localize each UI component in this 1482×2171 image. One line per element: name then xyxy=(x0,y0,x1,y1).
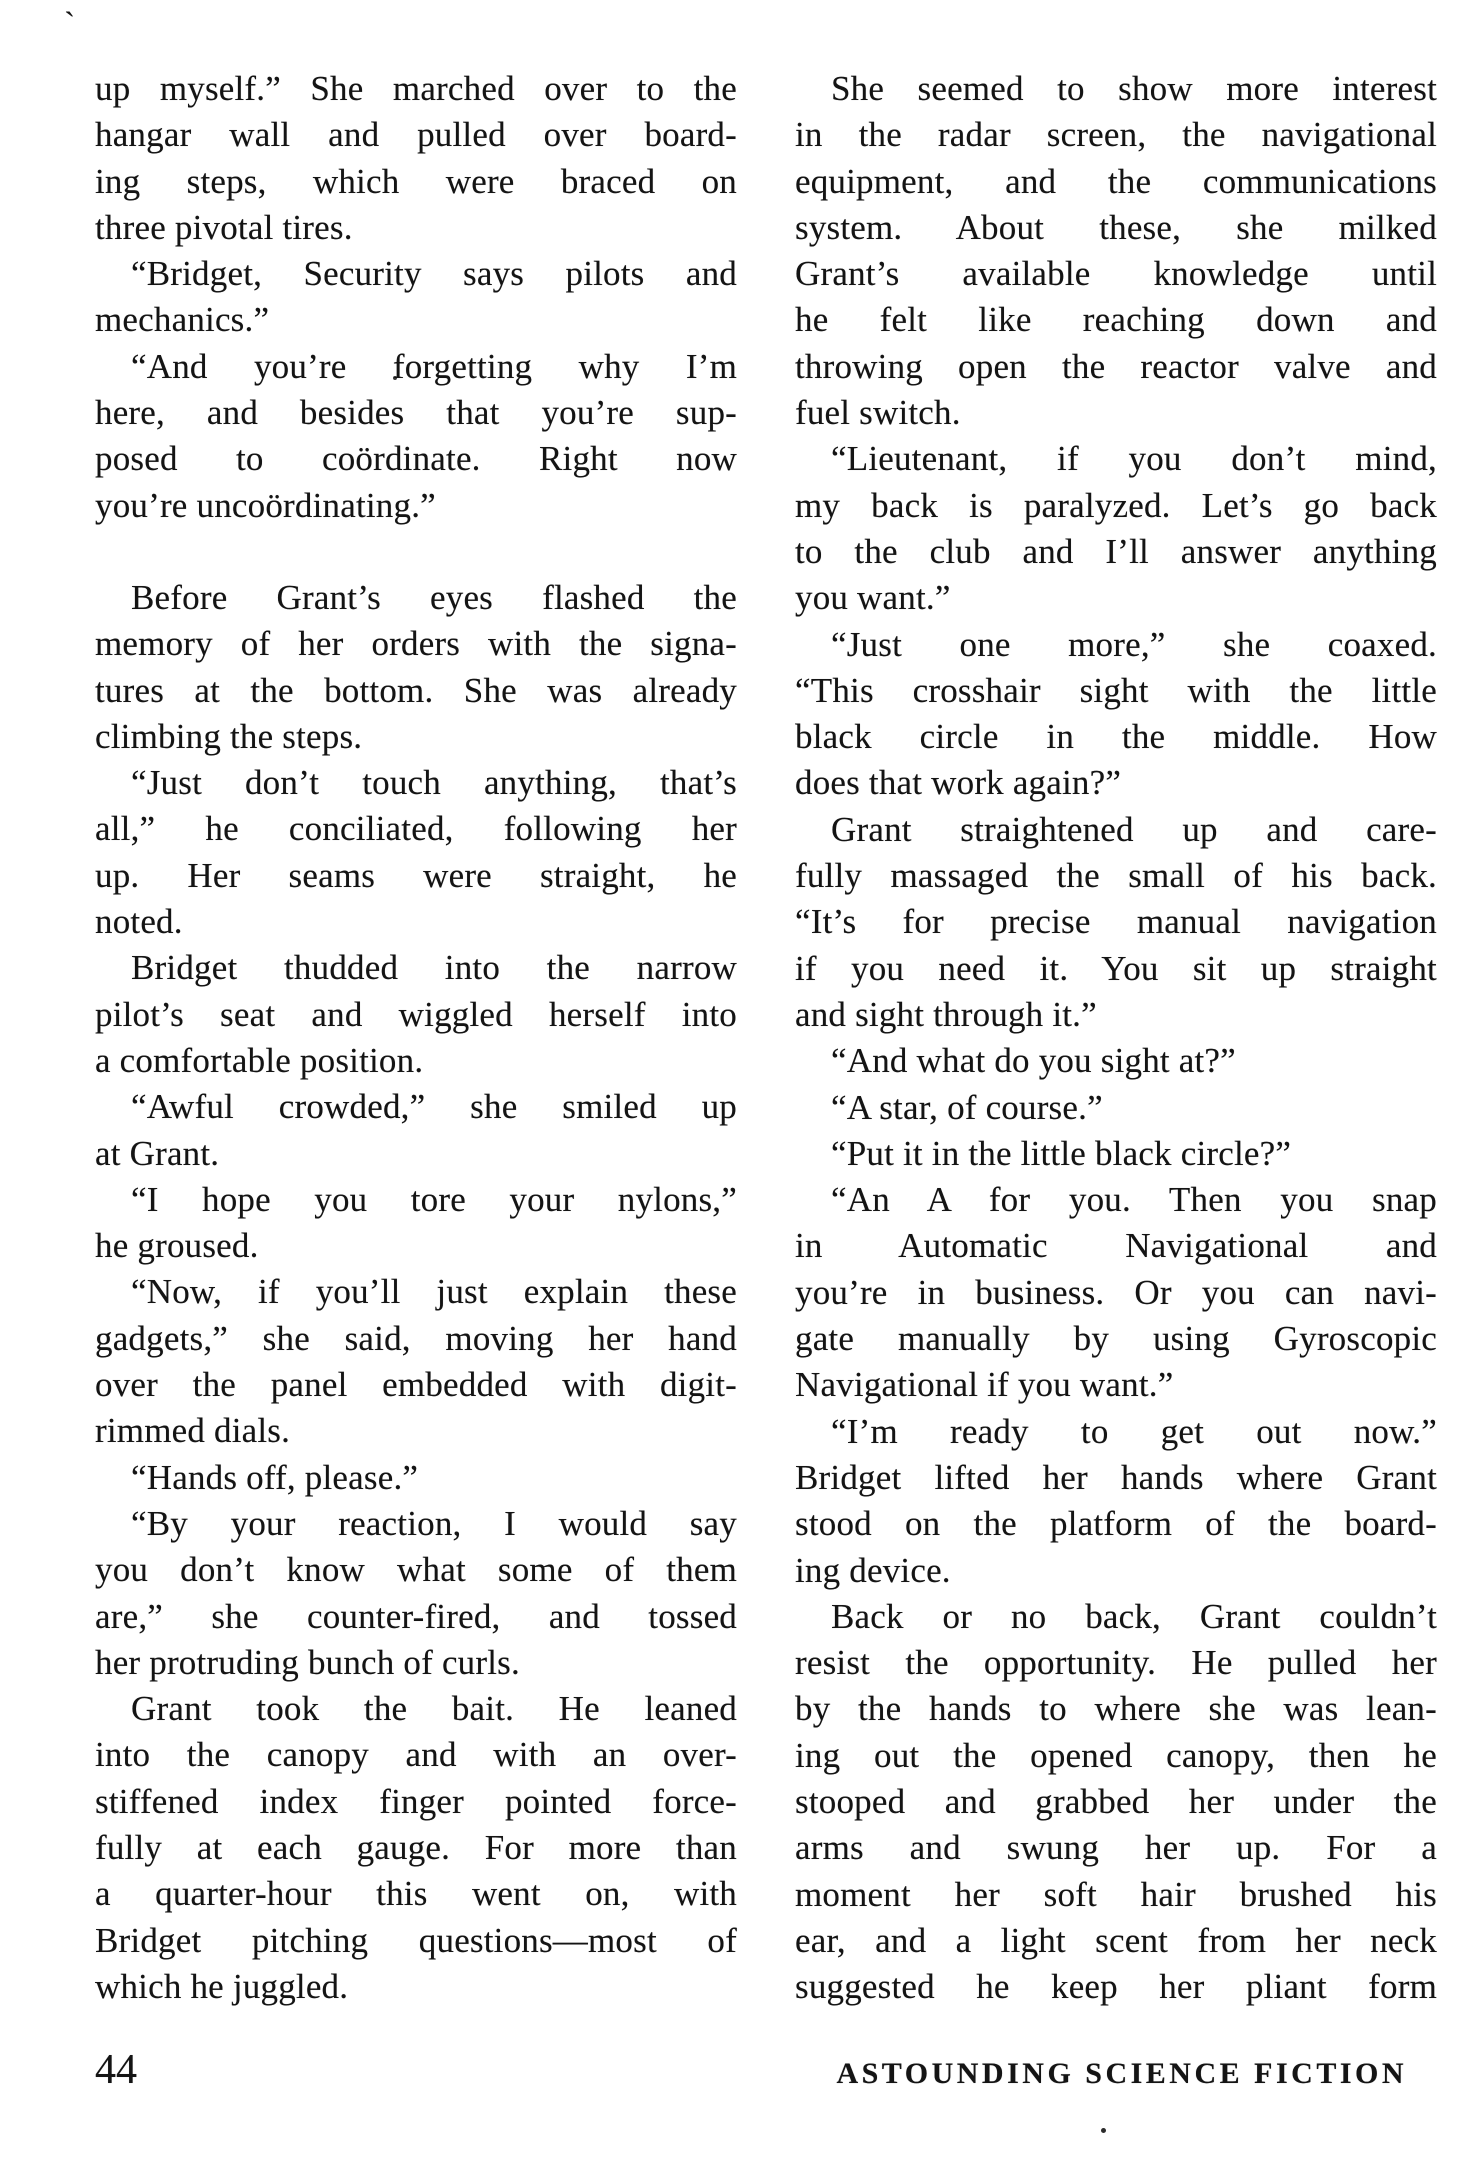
text-line: “I hope you tore your nylons,” xyxy=(131,1179,737,1219)
paragraph xyxy=(795,66,1437,436)
paragraph xyxy=(795,1131,1437,1177)
text-line: Grant took the bait. He leaned xyxy=(131,1689,737,1729)
paragraph xyxy=(95,344,737,529)
text-line: equipment, and the communications xyxy=(795,161,1437,201)
text-line: to the club and I’ll answer anything xyxy=(795,531,1437,571)
page-number: 44 xyxy=(95,2047,137,2093)
paragraph xyxy=(95,575,737,760)
text-line: in the radar screen, the navigational xyxy=(795,115,1437,155)
text-line: a comfortable position. xyxy=(95,1040,424,1080)
text-line: “Awful crowded,” she smiled up xyxy=(131,1087,737,1127)
text-line: all,” he conciliated, following her xyxy=(95,809,737,849)
text-line: “Bridget, Security says pilots and xyxy=(131,254,737,294)
text-line: Before Grant’s eyes flashed the xyxy=(131,577,737,617)
text-line: Back or no back, Grant couldn’t xyxy=(831,1596,1437,1636)
text-line: “And you’re forgetting why I’m xyxy=(131,346,737,386)
paragraph xyxy=(795,436,1437,621)
text-line: fully at each gauge. For more than xyxy=(95,1827,737,1867)
text-line: memory of her orders with the signa- xyxy=(95,624,737,664)
text-line: if you need it. You sit up straight xyxy=(795,948,1437,988)
text-line: up. Her seams were straight, he xyxy=(95,855,737,895)
text-line: here, and besides that you’re sup- xyxy=(95,393,737,433)
left-column xyxy=(95,66,737,2010)
text-line: “By your reaction, I would say xyxy=(131,1503,737,1543)
text-line: “I’m ready to get out now.” xyxy=(831,1411,1437,1451)
text-line: resist the opportunity. He pulled her xyxy=(795,1643,1437,1683)
scan-artifact-dot xyxy=(1101,2128,1106,2133)
text-line: “Lieutenant, if you don’t mind, xyxy=(831,439,1437,479)
text-line: stooped and grabbed her under the xyxy=(795,1781,1437,1821)
paragraph xyxy=(95,251,737,344)
text-line: “This crosshair sight with the little xyxy=(795,670,1437,710)
paragraph xyxy=(95,1269,737,1454)
text-line: She seemed to show more interest xyxy=(831,69,1437,108)
text-line: does that work again?” xyxy=(795,763,1122,803)
paragraph xyxy=(95,66,737,251)
text-line: posed to coördinate. Right now xyxy=(95,439,737,479)
text-line: moment her soft hair brushed his xyxy=(795,1874,1437,1914)
text-line: mechanics.” xyxy=(95,300,270,340)
text-line: Grant straightened up and care- xyxy=(831,809,1437,849)
text-line: into the canopy and with an over- xyxy=(95,1735,737,1775)
text-line: throwing open the reactor valve and xyxy=(795,346,1437,386)
text-line: stiffened index finger pointed force- xyxy=(95,1781,737,1821)
text-line: ear, and a light scent from her neck xyxy=(795,1920,1437,1960)
text-line: “Hands off, please.” xyxy=(131,1457,419,1497)
text-line: black circle in the middle. How xyxy=(795,717,1437,757)
text-columns xyxy=(95,66,1437,2010)
text-line: hangar wall and pulled over board- xyxy=(95,115,737,155)
text-line: gate manually by using Gyroscopic xyxy=(795,1319,1437,1359)
paragraph xyxy=(95,1084,737,1177)
text-line: stood on the platform of the board- xyxy=(795,1504,1437,1544)
paragraph xyxy=(95,1177,737,1270)
text-line: Bridget pitching questions—most of xyxy=(95,1920,737,1960)
text-line: system. About these, she milked xyxy=(795,207,1437,247)
scan-artifact-tick: ` xyxy=(64,6,76,43)
text-line: “And what do you sight at?” xyxy=(831,1041,1236,1081)
text-line: up myself.” She marched over to the xyxy=(95,69,737,108)
text-line: rimmed dials. xyxy=(95,1411,291,1451)
text-line: he groused. xyxy=(95,1226,259,1266)
text-line: Bridget thudded into the narrow xyxy=(131,948,737,988)
text-line: tures at the bottom. She was already xyxy=(95,670,737,710)
paragraph xyxy=(795,1038,1437,1084)
text-line: “An A for you. Then you snap xyxy=(831,1180,1437,1220)
text-line: which he juggled. xyxy=(95,1966,349,2006)
text-line: “Just don’t touch anything, that’s xyxy=(131,763,737,803)
magazine-title: ASTOUNDING SCIENCE FICTION xyxy=(836,2057,1407,2090)
text-line: Grant’s available knowledge until xyxy=(795,254,1437,294)
text-line: a quarter-hour this went on, with xyxy=(95,1874,737,1914)
text-line: my back is paralyzed. Let’s go back xyxy=(795,485,1437,525)
text-line: “It’s for precise manual navigation xyxy=(795,902,1437,942)
text-line: Bridget lifted her hands where Grant xyxy=(795,1457,1437,1497)
paragraph xyxy=(95,1455,737,1501)
text-line: “A star, of course.” xyxy=(831,1087,1103,1127)
text-line: arms and swung her up. For a xyxy=(795,1828,1437,1868)
paragraph xyxy=(795,622,1437,807)
text-line: ing device. xyxy=(795,1550,951,1590)
text-line: over the panel embedded with digit- xyxy=(95,1365,737,1405)
text-line: Navigational if you want.” xyxy=(795,1365,1174,1405)
paragraph xyxy=(795,1085,1437,1131)
text-line: fully massaged the small of his back. xyxy=(795,856,1437,896)
text-line: three pivotal tires. xyxy=(95,207,353,247)
text-line: climbing the steps. xyxy=(95,716,363,756)
paragraph xyxy=(95,1686,737,2010)
text-line: ing out the opened canopy, then he xyxy=(795,1735,1437,1775)
text-line: suggested he keep her pliant form xyxy=(795,1967,1437,2007)
text-line: “Put it in the little black circle?” xyxy=(831,1133,1292,1173)
text-line: he felt like reaching down and xyxy=(795,300,1437,340)
right-column xyxy=(795,66,1437,2010)
text-line: you’re uncoördinating.” xyxy=(95,485,436,525)
text-line: by the hands to where she was lean- xyxy=(795,1689,1437,1729)
paragraph xyxy=(795,807,1437,1038)
text-line: “Now, if you’ll just explain these xyxy=(131,1272,737,1312)
text-line: gadgets,” she said, moving her hand xyxy=(95,1318,737,1358)
paragraph xyxy=(795,1177,1437,1408)
text-line: pilot’s seat and wiggled herself into xyxy=(95,994,737,1034)
paragraph xyxy=(95,945,737,1084)
paragraph xyxy=(95,760,737,945)
text-line: you want.” xyxy=(795,578,951,618)
paragraph xyxy=(795,1594,1437,2011)
text-line: and sight through it.” xyxy=(795,994,1097,1034)
text-line: ing steps, which were braced on xyxy=(95,161,737,201)
text-line: you don’t know what some of them xyxy=(95,1550,737,1590)
text-line: her protruding bunch of curls. xyxy=(95,1642,520,1682)
text-line: in Automatic Navigational and xyxy=(795,1226,1437,1266)
text-line: are,” she counter-fired, and tossed xyxy=(95,1596,737,1636)
text-line: fuel switch. xyxy=(795,393,961,433)
text-line: at Grant. xyxy=(95,1133,220,1173)
paragraph xyxy=(95,1501,737,1686)
text-line: you’re in business. Or you can navi- xyxy=(795,1272,1437,1312)
text-line: “Just one more,” she coaxed. xyxy=(831,624,1437,664)
paragraph xyxy=(795,1409,1437,1594)
text-line: noted. xyxy=(95,902,183,942)
page-footer xyxy=(95,2046,1407,2094)
